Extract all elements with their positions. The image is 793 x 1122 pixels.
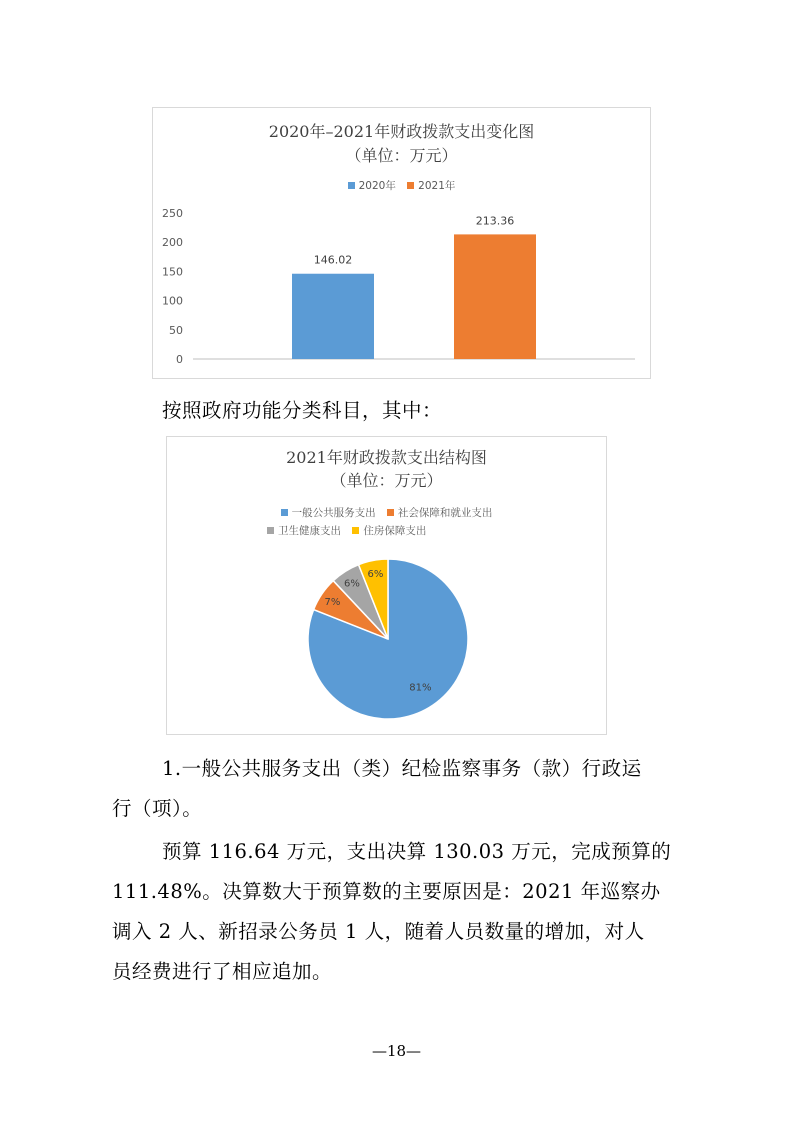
legend-label-health: 卫生健康支出 bbox=[278, 525, 341, 537]
pie-chart-plot bbox=[167, 437, 606, 734]
page-number: —18— bbox=[371, 1042, 422, 1060]
bar-2021年 bbox=[454, 234, 536, 359]
y-tick-label: 100 bbox=[162, 294, 183, 308]
bar-value-label: 146.02 bbox=[313, 253, 353, 267]
legend-label-2021: 2021年 bbox=[418, 180, 456, 192]
bar-chart-frame bbox=[152, 107, 651, 379]
legend-label-general-public-services: 一般公共服务支出 bbox=[291, 507, 376, 519]
bar-chart-plot bbox=[153, 108, 650, 378]
y-tick-label: 250 bbox=[162, 207, 183, 220]
legend-label-housing: 住房保障支出 bbox=[363, 525, 427, 537]
body-line2: 111.48%。决算数大于预算数的主要原因是：2021 年巡察办 bbox=[112, 880, 661, 903]
pie-slice-label: 6% bbox=[367, 568, 384, 580]
pie-slice-label: 81% bbox=[409, 682, 432, 694]
section-heading-line1: 1.一般公共服务支出（类）纪检监察事务（款）行政运 bbox=[162, 757, 642, 780]
bar-value-label: 213.36 bbox=[475, 214, 515, 228]
legend-label-social-security: 社会保障和就业支出 bbox=[397, 507, 493, 519]
body-line1: 预算 116.64 万元，支出决算 130.03 万元，完成预算的 bbox=[162, 840, 672, 863]
bar-2020年 bbox=[292, 274, 374, 359]
y-tick-label: 50 bbox=[169, 323, 183, 337]
legend-label-2020: 2020年 bbox=[358, 180, 396, 192]
pie-chart-title-line2: （单位：万元） bbox=[330, 471, 443, 490]
body-line4: 员经费进行了相应追加。 bbox=[112, 960, 333, 983]
body-line3: 调入 2 人、新招录公务员 1 人，随着人员数量的增加，对人 bbox=[112, 920, 645, 943]
pie-chart-title-line1: 2021年财政拨款支出结构图 bbox=[286, 448, 487, 467]
intro-text: 按照政府功能分类科目，其中： bbox=[162, 399, 443, 422]
bar-chart-title-line1: 2020年–2021年财政拨款支出变化图 bbox=[268, 122, 535, 141]
pie-chart-frame bbox=[166, 436, 607, 735]
y-tick-label: 0 bbox=[176, 353, 183, 366]
pie-slice-label: 7% bbox=[324, 597, 341, 609]
bar-chart-title-line2: （单位：万元） bbox=[345, 146, 458, 165]
y-tick-label: 200 bbox=[162, 236, 183, 250]
pie-slice-label: 6% bbox=[344, 578, 360, 590]
section-heading-line2: 行（项）。 bbox=[112, 797, 203, 820]
y-tick-label: 150 bbox=[162, 265, 183, 279]
